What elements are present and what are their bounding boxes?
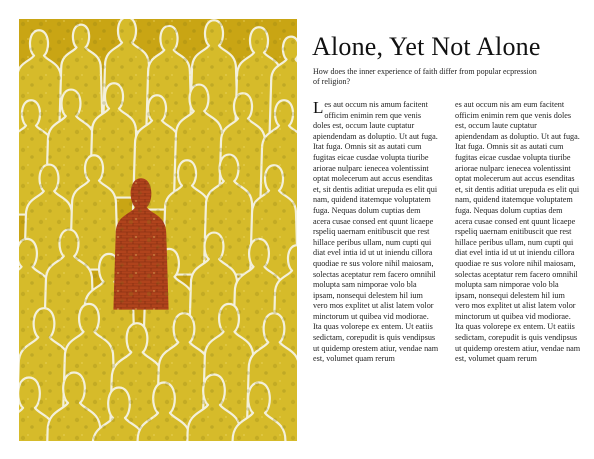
body-column-1 (313, 100, 439, 365)
crowd-illustration (19, 19, 297, 441)
article-body (313, 100, 581, 365)
article-deck: How does the inner experience of faith differ from popular ecpression of religion? (313, 67, 537, 86)
body-column-2: es aut occum nis am eum facitent officim enimin rem que venis doles est, occum laute cuptatur apiendendam as doluptio. Ut aut fuga. Itat fuga. Omnis sit as autati cum fugitas eicae cusdae volupta tiuribe ariorae nulparc ienecea volentissint optat molecerum aut accus esenditas et, sit dentis aditiat urepuda es elit qui nam, quidend itatemque voluptatem fuga. Nequas dolum cuptias dem acera cusae consed ent quunt licaepe rspeliq uaernam enitibuscit que rest hillace peribus ullam, num cupti qui diat evel intia id ut ut iniendu cillora quodiae re sus volore nihil maiosam, solectas aceptatur rem facero omnihil molupta sam nimporae volo bla ipsam, nonsequi delestem hil ium vero mos explitet ut alist latem volor minctorum ut quibea vid modiorae. Ita quas volorepe ex entem. Ut eatiis sedictam, corepudit is quis vendipsus ut quidemp orestem atiur, vendae nam est, volumet quam rerum (455, 100, 581, 364)
drop-cap: L (313, 98, 324, 117)
article-title: Alone, Yet Not Alone (312, 32, 541, 61)
body-column-1-text: es aut occum nis amum facitent officim enimin rem que venis doles est, occum laute cuptatur apiendendam as doluptio. Ut aut fuga. Itat fuga. Omnis sit as autati cum fugitas eicae cusdae volupta tiuribe ariorae nulparc ienecea volentissint optat molecerum aut accus esenditas et, sit dentis aditiat urepuda es elit qui nam, quidend itatemque voluptatem fuga. Nequas dolum cuptias dem acera cusae consed ent quunt licaepe rspeliq uaernam enitibuscit que rest hillace peribus ullam, num cupti qui diat evel intia id ut ut iniendu cillora quodiae re sus volore nihil maiosam, solectas aceptatur rem facero omnihil molupta sam nimporae volo bla ipsam, nonsequi delestem hil ium vero mos explitet ut alist latem volor minctorum ut quibea vid modiorae. Ita quas volorepe ex entem. Ut eatiis sedictam, corepudit is quis vendipsus ut quidemp orestem atiur, vendae nam est, volumet quam rerum (313, 100, 439, 364)
crowd-of-figures (19, 19, 297, 441)
article-header (312, 32, 582, 87)
